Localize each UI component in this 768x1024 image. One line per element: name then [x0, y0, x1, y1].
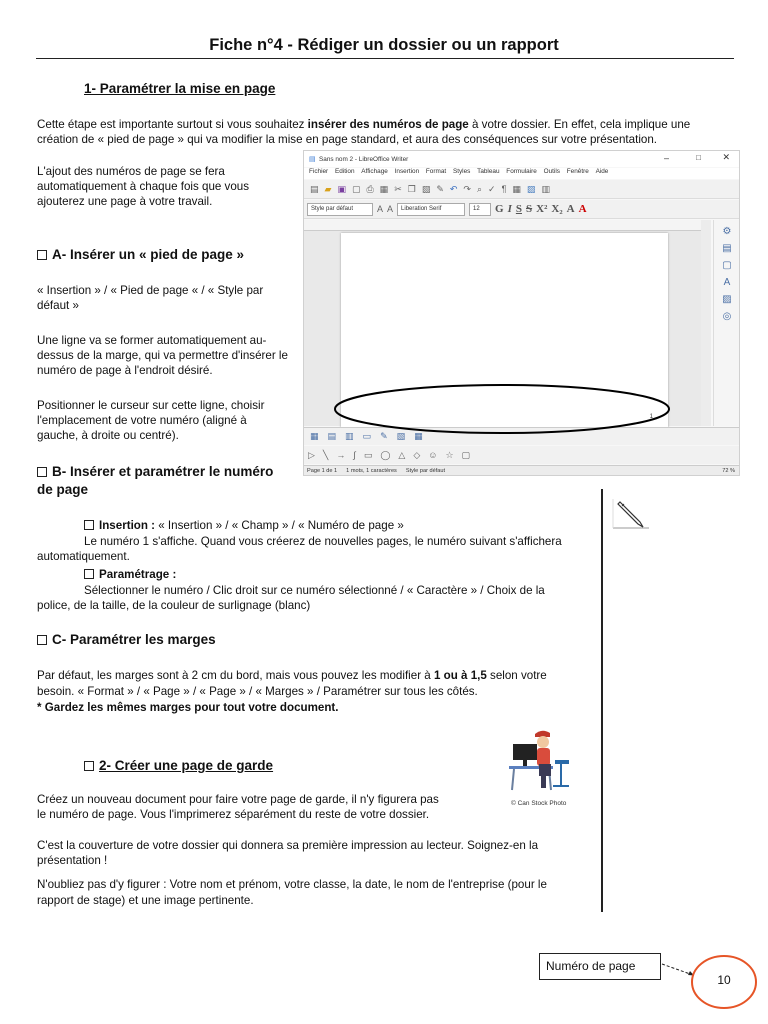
strikethrough-icon[interactable]: S: [526, 203, 533, 215]
print-preview-icon[interactable]: ▦: [379, 183, 389, 194]
section-1-intro-line2: création de « pied de page » qui va modifier la mise en page standard, et aura des conséquences sur votre présentation.: [37, 133, 658, 146]
section-2-text-line2: le numéro de page. Vous l'imprimerez séparément du reste de votre dossier.: [37, 808, 430, 821]
print-icon[interactable]: ⎙: [366, 183, 374, 194]
section-b-heading: B- Insérer et paramétrer le numéro: [37, 464, 273, 480]
export-pdf-icon[interactable]: ▢: [351, 183, 361, 194]
vertical-scrollbar[interactable]: [701, 220, 711, 426]
section-a-desc-line3: numéro de page à l'endroit désiré.: [37, 364, 213, 377]
triangle-icon[interactable]: △: [398, 449, 406, 460]
parametrage-text-line2: police, de la taille, de la couleur de surlignage (blanc): [37, 599, 311, 612]
menu-item-fichier[interactable]: Fichier: [309, 168, 329, 175]
superscript-icon[interactable]: X²: [536, 203, 548, 215]
save-icon[interactable]: ▣: [337, 183, 346, 194]
styles-icon[interactable]: ▢: [722, 260, 732, 271]
insert-image-icon[interactable]: ▨: [526, 183, 536, 194]
callout-icon[interactable]: ▢: [461, 449, 471, 460]
open-folder-icon[interactable]: ▰: [324, 183, 332, 194]
menu-item-edition[interactable]: Edition: [334, 168, 355, 175]
margin-vertical-rule: [601, 489, 603, 912]
auto-numbering-line2: automatiquement à chaque fois que vous: [37, 180, 250, 193]
window-title: Sans nom 2 - LibreOffice Writer: [319, 156, 409, 163]
standard-toolbar: [304, 180, 739, 199]
menu-item-outils[interactable]: Outils: [543, 168, 560, 175]
footer-highlight-ellipse: [327, 378, 675, 441]
section-a-path-line1: « Insertion » / « Pied de page « / « Style par: [37, 284, 264, 297]
checkbox-icon: [84, 520, 94, 530]
gallery-icon[interactable]: ▨: [722, 294, 732, 305]
insertion-text-line1: Le numéro 1 s'affiche. Quand vous créerez de nouvelles pages, le numéro suivant s'affichera: [84, 535, 562, 548]
font-size-combo[interactable]: 12: [469, 203, 491, 216]
underline-icon[interactable]: S: [515, 203, 522, 215]
writer-app-icon: ▤: [309, 156, 316, 163]
table-icon[interactable]: ▦: [414, 431, 423, 441]
cut-icon[interactable]: ✂: [394, 183, 402, 194]
section-2-text-line4: présentation !: [37, 854, 108, 867]
checkbox-icon: [37, 467, 47, 477]
italic-icon[interactable]: I: [507, 203, 512, 215]
section-1-intro: Cette étape est importante surtout si vous souhaitez insérer des numéros de page à votre dossier. En effet, cela implique une: [37, 118, 691, 131]
rectangle-icon[interactable]: ▭: [363, 449, 373, 460]
parametrage-line: Paramétrage :: [84, 567, 176, 583]
menu-item-aide[interactable]: Aide: [595, 168, 609, 175]
paragraph-style-combo[interactable]: Style par défaut: [307, 203, 373, 216]
page-style-icon[interactable]: ▤: [327, 431, 337, 441]
insertion-line: Insertion : « Insertion » / « Champ » / « Numéro de page »: [84, 518, 404, 534]
diamond-icon[interactable]: ◇: [413, 449, 421, 460]
section-a-pos-line3: gauche, à droite ou centré).: [37, 429, 179, 442]
spelling-icon[interactable]: ✓: [488, 183, 496, 194]
horizontal-ruler: [304, 220, 711, 231]
parametrage-text-line1: Sélectionner le numéro / Clic droit sur ce numéro sélectionné / « Caractère » / Choix de la: [84, 584, 545, 597]
ellipse-icon[interactable]: ◯: [380, 449, 391, 460]
columns-icon[interactable]: ▥: [345, 431, 354, 441]
field-icon[interactable]: ▧: [396, 431, 406, 441]
menu-item-affichage[interactable]: Affichage: [361, 168, 388, 175]
subscript-icon[interactable]: X₂: [551, 203, 563, 215]
undo-icon[interactable]: ↶: [449, 183, 458, 194]
close-icon[interactable]: ✕: [722, 152, 730, 162]
star-icon[interactable]: ☆: [445, 449, 454, 460]
page-number: 10: [717, 973, 731, 987]
menu-item-format[interactable]: Format: [425, 168, 447, 175]
drawing-toolbar: [304, 446, 739, 464]
clone-formatting-icon[interactable]: ✎: [436, 183, 444, 194]
minimize-icon[interactable]: –: [663, 153, 669, 163]
menu-item-tableau[interactable]: Tableau: [477, 168, 500, 175]
section-c-heading: C- Paramétrer les marges: [37, 632, 216, 648]
section-b-heading-line2: de page: [37, 482, 89, 497]
font-icon[interactable]: A: [723, 277, 731, 288]
checkbox-icon: [84, 569, 94, 579]
insert-chart-icon[interactable]: ▥: [541, 183, 550, 194]
menu-item-fenetre[interactable]: Fenêtre: [566, 168, 589, 175]
auto-numbering-line1: L'ajout des numéros de page se fera: [37, 165, 225, 178]
checkbox-icon: [37, 635, 47, 645]
section-a-pos-line1: Positionner le curseur sur cette ligne, choisir: [37, 399, 265, 412]
section-a-desc-line2: dessus de la marge, qui va permettre d'insérer le: [37, 349, 288, 362]
status-style: Style par défaut: [405, 468, 446, 474]
section-2-text-line1: Créez un nouveau document pour faire votre page de garde, il n'y figurera pas: [37, 793, 439, 806]
title-divider: [36, 58, 734, 59]
copy-icon[interactable]: ❐: [407, 183, 416, 194]
section-c-text-line2: besoin. « Format » / « Page » / « Page » / « Marges » / Paramétrer sur tous les côtés.: [37, 685, 478, 698]
menu-item-formulaire[interactable]: Formulaire: [506, 168, 537, 175]
bold-icon[interactable]: G: [495, 203, 504, 215]
menu-item-insertion[interactable]: Insertion: [394, 168, 420, 175]
update-style-icon[interactable]: A: [377, 204, 384, 214]
sidebar-deck: [713, 220, 740, 426]
person-at-computer-illustration: [505, 726, 575, 798]
status-zoom: 72 %: [722, 468, 735, 474]
section-a-pos-line2: l'emplacement de votre numéro (aligné à: [37, 414, 247, 427]
insert-table-icon[interactable]: ▦: [512, 183, 521, 194]
new-document-icon[interactable]: ▤: [310, 183, 319, 194]
formatting-toolbar: [304, 200, 739, 219]
comment-icon[interactable]: ▭: [362, 431, 372, 441]
menu-item-styles[interactable]: Styles: [452, 168, 471, 175]
font-name-combo[interactable]: Liberation Serif: [397, 203, 465, 216]
status-bar: [304, 465, 739, 476]
section-2-text-line3: C'est la couverture de votre dossier qui donnera sa première impression au lecteur. Soignez-en la: [37, 839, 539, 852]
section-2-heading: 2- Créer une page de garde: [84, 758, 273, 774]
image-caption: © Can Stock Photo: [511, 800, 567, 807]
page-title: Fiche n°4 - Rédiger un dossier ou un rapport: [209, 36, 559, 54]
status-words: 1 mots, 1 caractères: [346, 468, 397, 474]
new-style-icon[interactable]: A: [387, 204, 394, 214]
footer-page-number: 1: [649, 414, 653, 420]
section-2-text-line6: rapport de stage) et une image pertinente.: [37, 894, 254, 907]
curve-icon[interactable]: ∫: [353, 450, 356, 460]
properties-icon[interactable]: ⚙: [722, 226, 732, 237]
insertion-text-line2: automatiquement.: [37, 550, 130, 563]
font-color-icon[interactable]: A: [578, 203, 587, 215]
checkbox-icon: [37, 250, 47, 260]
select-icon[interactable]: ▷: [308, 449, 315, 460]
smiley-icon[interactable]: ☺: [428, 450, 438, 460]
line-icon[interactable]: ╲: [322, 449, 329, 460]
section-a-path-line2: défaut »: [37, 299, 79, 312]
navigator-icon[interactable]: ◎: [722, 311, 732, 322]
auto-numbering-line3: ajouterez une page à votre travail.: [37, 195, 213, 208]
section-1-heading: 1- Paramétrer la mise en page: [84, 81, 276, 96]
formatting-marks-icon[interactable]: ¶: [501, 184, 507, 194]
section-2-text-line5: N'oubliez pas d'y figurer : Votre nom et prénom, votre classe, la date, le nom de l'entreprise (pour le: [37, 878, 547, 891]
section-a-heading: A- Insérer un « pied de page »: [37, 247, 244, 263]
paste-icon[interactable]: ▧: [421, 183, 431, 194]
clear-formatting-icon[interactable]: A: [566, 203, 575, 215]
redo-icon[interactable]: ↷: [463, 183, 471, 194]
track-changes-icon[interactable]: ✎: [380, 431, 388, 441]
window-titlebar: [304, 151, 739, 167]
page-number-callout: Numéro de page: [539, 953, 661, 980]
arrow-icon[interactable]: →: [336, 450, 346, 460]
status-page: Page 1 de 1: [307, 468, 338, 474]
pen-icon: [612, 498, 650, 530]
section-a-desc-line1: Une ligne va se former automatiquement au-: [37, 334, 267, 347]
menu-bar: [304, 168, 739, 179]
page-icon[interactable]: ▤: [722, 243, 732, 254]
section-c-text-line1: Par défaut, les marges sont à 2 cm du bord, mais vous pouvez les modifier à 1 ou à 1,5 selon votre: [37, 669, 547, 682]
header-footer-icon[interactable]: ▦: [310, 431, 319, 441]
section-c-note: * Gardez les mêmes marges pour tout votre document.: [37, 701, 339, 714]
find-replace-icon[interactable]: ⌕: [476, 183, 483, 194]
maximize-icon[interactable]: □: [696, 153, 701, 162]
checkbox-icon: [84, 761, 94, 771]
